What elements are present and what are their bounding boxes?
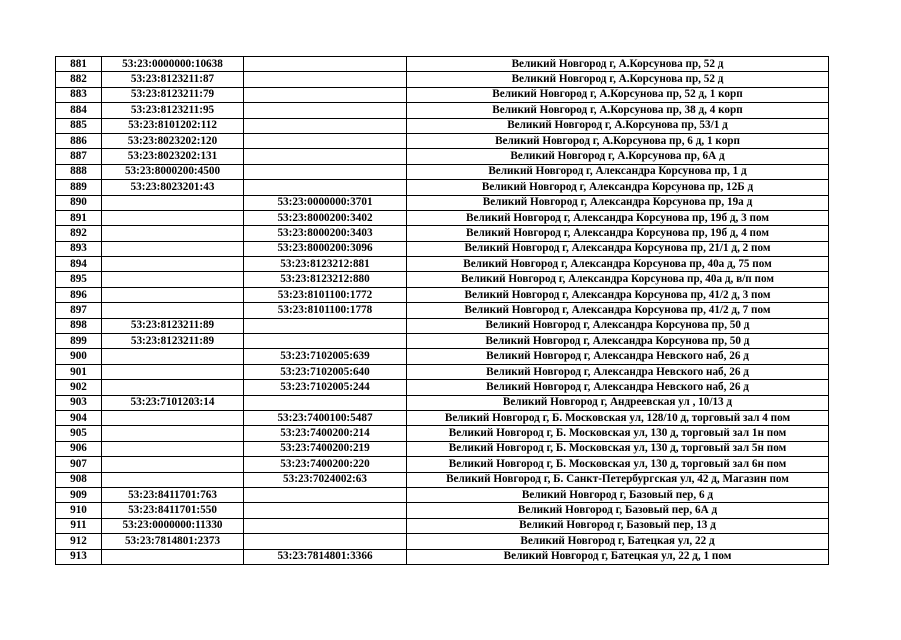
table-row [56, 457, 829, 472]
address-cell: Великий Новгород г, Александра Корсунова пр, 21/1 д, 2 пом [407, 241, 829, 256]
premises-cadastral-number-cell [244, 149, 407, 164]
table-row [56, 518, 829, 533]
address-cell: Великий Новгород г, А.Корсунова пр, 52 д [407, 57, 829, 72]
premises-cadastral-number-cell: 53:23:0000000:3701 [244, 195, 407, 210]
address-cell: Великий Новгород г, Александра Корсунова пр, 41/2 д, 7 пом [407, 303, 829, 318]
row-number-cell: 885 [56, 118, 102, 133]
address-cell: Великий Новгород г, Александра Корсунова пр, 40а д, в/п пом [407, 272, 829, 287]
address-cell: Великий Новгород г, Александра Корсунова пр, 40а д, 75 пом [407, 257, 829, 272]
premises-cadastral-number-cell: 53:23:7102005:244 [244, 380, 407, 395]
address-cell: Великий Новгород г, А.Корсунова пр, 38 д, 4 корп [407, 103, 829, 118]
address-cell: Великий Новгород г, Александра Корсунова пр, 19б д, 4 пом [407, 226, 829, 241]
address-cell: Великий Новгород г, Александра Корсунова пр, 12Б д [407, 180, 829, 195]
premises-cadastral-number-cell: 53:23:7400200:214 [244, 426, 407, 441]
address-cell: Великий Новгород г, Базовый пер, 6 д [407, 487, 829, 502]
row-number-cell: 896 [56, 287, 102, 302]
registry-table-body [56, 57, 829, 565]
address-cell: Великий Новгород г, А.Корсунова пр, 6А д [407, 149, 829, 164]
address-cell: Великий Новгород г, Батецкая ул, 22 д [407, 534, 829, 549]
row-number-cell: 882 [56, 72, 102, 87]
address-cell: Великий Новгород г, А.Корсунова пр, 52 д, 1 корп [407, 87, 829, 102]
row-number-cell: 881 [56, 57, 102, 72]
table-row [56, 472, 829, 487]
building-cadastral-number-cell [102, 195, 244, 210]
row-number-cell: 906 [56, 441, 102, 456]
row-number-cell: 907 [56, 457, 102, 472]
table-row [56, 410, 829, 425]
building-cadastral-number-cell [102, 287, 244, 302]
building-cadastral-number-cell [102, 410, 244, 425]
premises-cadastral-number-cell [244, 534, 407, 549]
row-number-cell: 892 [56, 226, 102, 241]
table-row [56, 487, 829, 502]
premises-cadastral-number-cell [244, 72, 407, 87]
row-number-cell: 890 [56, 195, 102, 210]
building-cadastral-number-cell: 53:23:7101203:14 [102, 395, 244, 410]
row-number-cell: 908 [56, 472, 102, 487]
building-cadastral-number-cell: 53:23:8123211:95 [102, 103, 244, 118]
building-cadastral-number-cell [102, 210, 244, 225]
row-number-cell: 899 [56, 334, 102, 349]
row-number-cell: 900 [56, 349, 102, 364]
table-row [56, 133, 829, 148]
premises-cadastral-number-cell: 53:23:8123212:880 [244, 272, 407, 287]
building-cadastral-number-cell: 53:23:8023202:120 [102, 133, 244, 148]
premises-cadastral-number-cell [244, 334, 407, 349]
row-number-cell: 886 [56, 133, 102, 148]
building-cadastral-number-cell: 53:23:7814801:2373 [102, 534, 244, 549]
table-row [56, 195, 829, 210]
table-row [56, 334, 829, 349]
table-row [56, 287, 829, 302]
table-row [56, 364, 829, 379]
table-row [56, 241, 829, 256]
premises-cadastral-number-cell: 53:23:8000200:3096 [244, 241, 407, 256]
address-cell: Великий Новгород г, Б. Московская ул, 130 д, торговый зал 6н пом [407, 457, 829, 472]
row-number-cell: 910 [56, 503, 102, 518]
building-cadastral-number-cell: 53:23:8123211:89 [102, 318, 244, 333]
premises-cadastral-number-cell: 53:23:7400100:5487 [244, 410, 407, 425]
row-number-cell: 902 [56, 380, 102, 395]
address-cell: Великий Новгород г, Александра Невского наб, 26 д [407, 349, 829, 364]
table-row [56, 303, 829, 318]
row-number-cell: 895 [56, 272, 102, 287]
row-number-cell: 887 [56, 149, 102, 164]
building-cadastral-number-cell: 53:23:0000000:10638 [102, 57, 244, 72]
row-number-cell: 904 [56, 410, 102, 425]
address-cell: Великий Новгород г, Базовый пер, 6А д [407, 503, 829, 518]
address-cell: Великий Новгород г, А.Корсунова пр, 53/1 д [407, 118, 829, 133]
row-number-cell: 905 [56, 426, 102, 441]
address-cell: Великий Новгород г, А.Корсунова пр, 6 д, 1 корп [407, 133, 829, 148]
premises-cadastral-number-cell [244, 133, 407, 148]
building-cadastral-number-cell: 53:23:8123211:79 [102, 87, 244, 102]
building-cadastral-number-cell: 53:23:8000200:4500 [102, 164, 244, 179]
premises-cadastral-number-cell: 53:23:7024002:63 [244, 472, 407, 487]
building-cadastral-number-cell: 53:23:8123211:89 [102, 334, 244, 349]
table-row [56, 164, 829, 179]
building-cadastral-number-cell: 53:23:8411701:763 [102, 487, 244, 502]
table-row [56, 272, 829, 287]
address-cell: Великий Новгород г, Александра Корсунова пр, 50 д [407, 318, 829, 333]
address-cell: Великий Новгород г, Александра Корсунова пр, 1 д [407, 164, 829, 179]
row-number-cell: 901 [56, 364, 102, 379]
premises-cadastral-number-cell [244, 103, 407, 118]
table-row [56, 503, 829, 518]
table-row [56, 318, 829, 333]
premises-cadastral-number-cell: 53:23:8101100:1772 [244, 287, 407, 302]
building-cadastral-number-cell [102, 457, 244, 472]
table-row [56, 87, 829, 102]
address-cell: Великий Новгород г, Александра Невского наб, 26 д [407, 364, 829, 379]
building-cadastral-number-cell [102, 441, 244, 456]
row-number-cell: 893 [56, 241, 102, 256]
address-cell: Великий Новгород г, Б. Московская ул, 130 д, торговый зал 1н пом [407, 426, 829, 441]
building-cadastral-number-cell [102, 303, 244, 318]
address-cell: Великий Новгород г, Александра Невского наб, 26 д [407, 380, 829, 395]
premises-cadastral-number-cell [244, 180, 407, 195]
premises-cadastral-number-cell: 53:23:8101100:1778 [244, 303, 407, 318]
building-cadastral-number-cell: 53:23:8411701:550 [102, 503, 244, 518]
table-row [56, 257, 829, 272]
building-cadastral-number-cell: 53:23:8023201:43 [102, 180, 244, 195]
row-number-cell: 912 [56, 534, 102, 549]
building-cadastral-number-cell: 53:23:8123211:87 [102, 72, 244, 87]
table-row [56, 380, 829, 395]
row-number-cell: 913 [56, 549, 102, 564]
address-cell: Великий Новгород г, Александра Корсунова пр, 41/2 д, 3 пом [407, 287, 829, 302]
address-cell: Великий Новгород г, Базовый пер, 13 д [407, 518, 829, 533]
table-row [56, 441, 829, 456]
premises-cadastral-number-cell: 53:23:8123212:881 [244, 257, 407, 272]
building-cadastral-number-cell [102, 549, 244, 564]
building-cadastral-number-cell: 53:23:0000000:11330 [102, 518, 244, 533]
address-cell: Великий Новгород г, Александра Корсунова пр, 50 д [407, 334, 829, 349]
row-number-cell: 898 [56, 318, 102, 333]
property-registry-table [55, 56, 829, 565]
row-number-cell: 911 [56, 518, 102, 533]
premises-cadastral-number-cell: 53:23:7400200:220 [244, 457, 407, 472]
row-number-cell: 891 [56, 210, 102, 225]
table-row [56, 349, 829, 364]
table-row [56, 180, 829, 195]
row-number-cell: 903 [56, 395, 102, 410]
building-cadastral-number-cell: 53:23:8101202:112 [102, 118, 244, 133]
table-row [56, 118, 829, 133]
table-row [56, 72, 829, 87]
address-cell: Великий Новгород г, Б. Московская ул, 128/10 д, торговый зал 4 пом [407, 410, 829, 425]
premises-cadastral-number-cell [244, 118, 407, 133]
row-number-cell: 909 [56, 487, 102, 502]
table-row [56, 426, 829, 441]
address-cell: Великий Новгород г, Батецкая ул, 22 д, 1 пом [407, 549, 829, 564]
address-cell: Великий Новгород г, Б. Санкт-Петербургская ул, 42 д, Магазин пом [407, 472, 829, 487]
address-cell: Великий Новгород г, Б. Московская ул, 130 д, торговый зал 5н пом [407, 441, 829, 456]
premises-cadastral-number-cell: 53:23:8000200:3403 [244, 226, 407, 241]
premises-cadastral-number-cell [244, 487, 407, 502]
table-row [56, 226, 829, 241]
premises-cadastral-number-cell: 53:23:7400200:219 [244, 441, 407, 456]
premises-cadastral-number-cell: 53:23:8000200:3402 [244, 210, 407, 225]
premises-cadastral-number-cell [244, 518, 407, 533]
building-cadastral-number-cell [102, 272, 244, 287]
table-row [56, 549, 829, 564]
premises-cadastral-number-cell: 53:23:7102005:640 [244, 364, 407, 379]
premises-cadastral-number-cell [244, 57, 407, 72]
premises-cadastral-number-cell [244, 503, 407, 518]
row-number-cell: 883 [56, 87, 102, 102]
table-row [56, 395, 829, 410]
building-cadastral-number-cell [102, 380, 244, 395]
building-cadastral-number-cell [102, 257, 244, 272]
table-row [56, 210, 829, 225]
table-row [56, 149, 829, 164]
premises-cadastral-number-cell [244, 395, 407, 410]
row-number-cell: 897 [56, 303, 102, 318]
row-number-cell: 888 [56, 164, 102, 179]
address-cell: Великий Новгород г, Александра Корсунова пр, 19а д [407, 195, 829, 210]
building-cadastral-number-cell: 53:23:8023202:131 [102, 149, 244, 164]
table-row [56, 103, 829, 118]
premises-cadastral-number-cell [244, 318, 407, 333]
address-cell: Великий Новгород г, А.Корсунова пр, 52 д [407, 72, 829, 87]
premises-cadastral-number-cell [244, 164, 407, 179]
building-cadastral-number-cell [102, 241, 244, 256]
building-cadastral-number-cell [102, 472, 244, 487]
address-cell: Великий Новгород г, Андреевская ул , 10/13 д [407, 395, 829, 410]
row-number-cell: 894 [56, 257, 102, 272]
address-cell: Великий Новгород г, Александра Корсунова пр, 19б д, 3 пом [407, 210, 829, 225]
building-cadastral-number-cell [102, 349, 244, 364]
row-number-cell: 889 [56, 180, 102, 195]
building-cadastral-number-cell [102, 364, 244, 379]
premises-cadastral-number-cell [244, 87, 407, 102]
premises-cadastral-number-cell: 53:23:7102005:639 [244, 349, 407, 364]
premises-cadastral-number-cell: 53:23:7814801:3366 [244, 549, 407, 564]
row-number-cell: 884 [56, 103, 102, 118]
table-row [56, 57, 829, 72]
table-row [56, 534, 829, 549]
building-cadastral-number-cell [102, 426, 244, 441]
building-cadastral-number-cell [102, 226, 244, 241]
